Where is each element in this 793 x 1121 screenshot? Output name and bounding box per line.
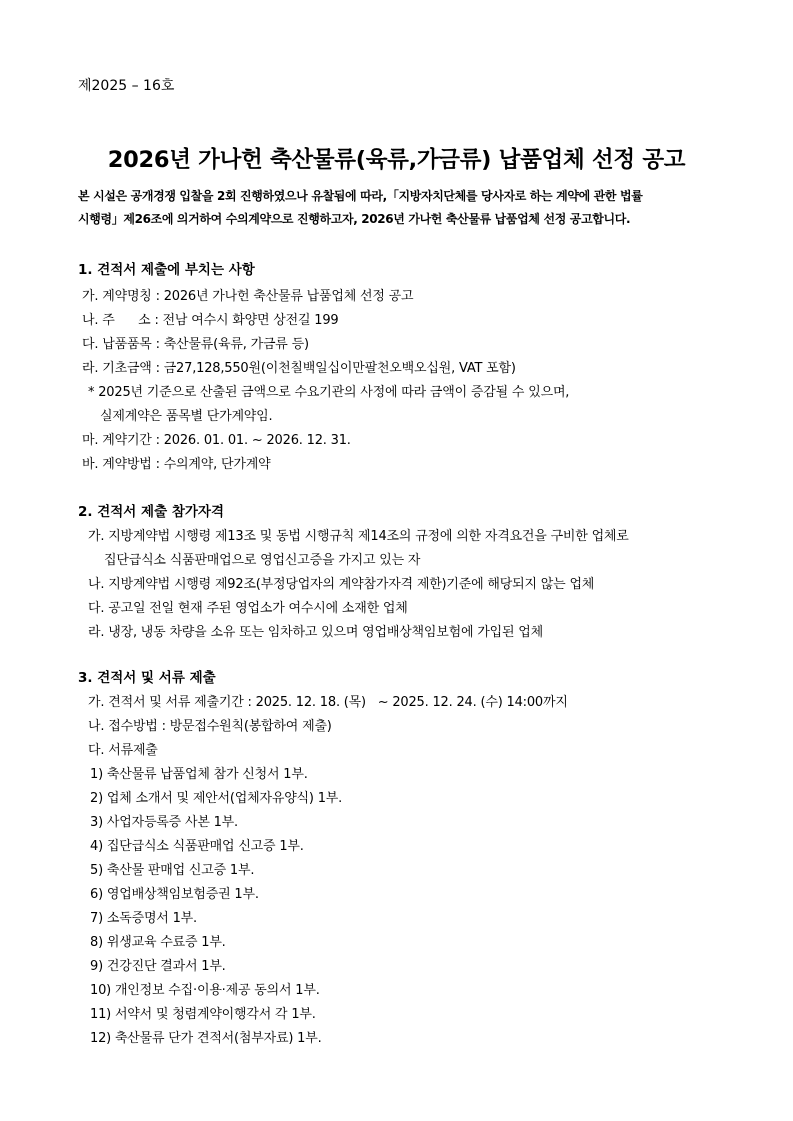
list-item: 가. 견적서 및 서류 제출기간 : 2025. 12. 18. (목) ~ 2025. 12. 24. (수) 14:00까지 (88, 695, 568, 710)
list-item-continuation: 집단급식소 식품판매업으로 영업신고증을 가지고 있는 자 (104, 553, 421, 568)
intro-line: 본 시설은 공개경쟁 입찰을 2회 진행하였으나 유찰됨에 따라,「지방자치단체를 당사자로 하는 계약에 관한 법률 (78, 189, 643, 203)
list-item: 나. 지방계약법 시행령 제92조(부정당업자의 계약참가자격 제한)기준에 해당되지 않는 업체 (88, 577, 595, 592)
list-item: 라. 냉장, 냉동 차량을 소유 또는 임차하고 있으며 영업배상책임보험에 가입된 업체 (88, 625, 544, 640)
list-item: 다. 공고일 전일 현재 주된 영업소가 여수시에 소재한 업체 (88, 601, 408, 616)
list-item: 바. 계약방법 : 수의계약, 단가계약 (82, 457, 271, 472)
document-list-item: 4) 집단급식소 식품판매업 신고증 1부. (90, 839, 304, 854)
list-item: 다. 서류제출 (88, 743, 158, 758)
document-list-item: 10) 개인정보 수집·이용·제공 동의서 1부. (90, 983, 320, 998)
document-list-item: 11) 서약서 및 청렴계약이행각서 각 1부. (90, 1007, 316, 1022)
list-item: 라. 기초금액 : 금27,128,550원(이천칠백일십이만팔천오백오십원, VAT 포함) (82, 361, 516, 376)
document-list-item: 9) 건강진단 결과서 1부. (90, 959, 226, 974)
list-item: 마. 계약기간 : 2026. 01. 01. ~ 2026. 12. 31. (82, 433, 351, 448)
document-list-item: 12) 축산물류 단가 견적서(첨부자료) 1부. (90, 1031, 322, 1046)
section-heading-1: 1. 견적서 제출에 부치는 사항 (78, 262, 255, 278)
intro-line: 시행령」제26조에 의거하여 수의계약으로 진행하고자, 2026년 가나헌 축산물류 납품업체 선정 공고합니다. (78, 212, 631, 226)
list-item: 나. 주 소 : 전남 여수시 화양면 상전길 199 (82, 313, 339, 328)
document-list-item: 3) 사업자등록증 사본 1부. (90, 815, 238, 830)
intro-paragraph (78, 185, 728, 231)
document-list-item: 2) 업체 소개서 및 제안서(업체자유양식) 1부. (90, 791, 343, 806)
document-list-item: 6) 영업배상책임보험증권 1부. (90, 887, 259, 902)
document-list-item: 8) 위생교육 수료증 1부. (90, 935, 226, 950)
note-line: * 2025년 기준으로 산출된 금액으로 수요기관의 사정에 따라 금액이 증감될 수 있으며, (88, 385, 570, 400)
document-number: 제2025 – 16호 (78, 78, 175, 94)
document-list-item: 1) 축산물류 납품업체 참가 신청서 1부. (90, 767, 308, 782)
section-heading-3: 3. 견적서 및 서류 제출 (78, 670, 216, 686)
list-item: 가. 계약명칭 : 2026년 가나헌 축산물류 납품업체 선정 공고 (82, 289, 414, 304)
list-item: 가. 지방계약법 시행령 제13조 및 동법 시행규칙 제14조의 규정에 의한 자격요건을 구비한 업체로 (88, 529, 629, 544)
note-line: 실제계약은 품목별 단가계약임. (100, 409, 273, 424)
document-title: 2026년 가나헌 축산물류(육류,가금류) 납품업체 선정 공고 (107, 147, 686, 173)
document-list-item: 7) 소독증명서 1부. (90, 911, 197, 926)
list-item: 다. 납품품목 : 축산물류(육류, 가금류 등) (82, 337, 309, 352)
section-heading-2: 2. 견적서 제출 참가자격 (78, 504, 224, 520)
document-list-item: 5) 축산물 판매업 신고증 1부. (90, 863, 255, 878)
list-item: 나. 접수방법 : 방문접수원칙(봉합하여 제출) (88, 719, 332, 734)
